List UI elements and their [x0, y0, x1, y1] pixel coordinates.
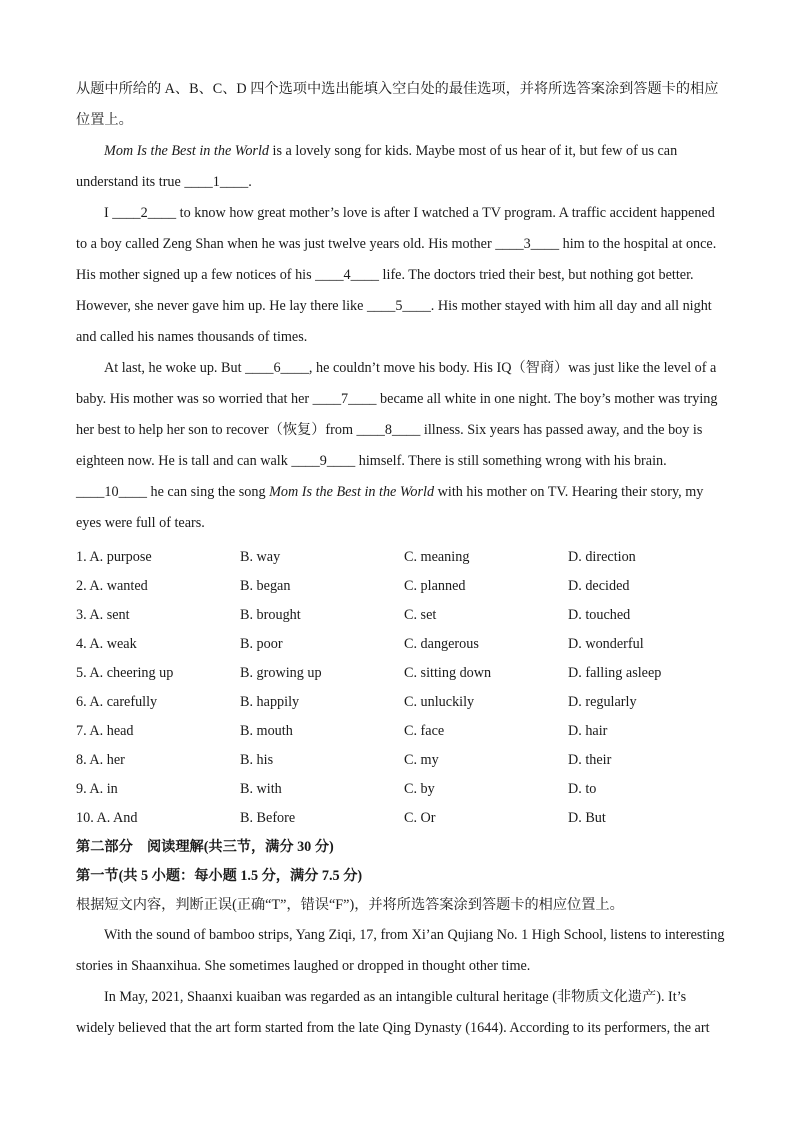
option-d: D. their [568, 752, 612, 768]
reading-paragraph-1: With the sound of bamboo strips, Yang Ziqi, 17, from Xi’an Qujiang No. 1 High School, listens to interesting [104, 927, 725, 943]
option-c: C. set [404, 607, 437, 623]
option-row [76, 746, 724, 775]
option-row [76, 775, 724, 804]
passage-line: However, she never gave him up. He lay there like ____5____. His mother stayed with him all day and all night [76, 298, 712, 314]
passage-line: eyes were full of tears. [76, 515, 205, 531]
option-d: D. regularly [568, 694, 637, 710]
option-d: D. But [568, 810, 606, 826]
option-row [76, 688, 724, 717]
option-a: 2. A. wanted [76, 578, 148, 594]
option-c: C. by [404, 781, 435, 797]
section-1-heading: 第一节(共 5 小题：每小题 1.5 分，满分 7.5 分) [76, 868, 363, 884]
option-a: 1. A. purpose [76, 549, 152, 565]
option-c: C. planned [404, 578, 466, 594]
passage-line: to a boy called Zeng Shan when he was just twelve years old. His mother ____3____ him to the hospital at once. [76, 236, 717, 252]
option-d: D. decided [568, 578, 630, 594]
song-title: Mom Is the Best in the World [269, 484, 435, 500]
option-a: 8. A. her [76, 752, 125, 768]
options-table [76, 543, 724, 833]
option-row [76, 659, 724, 688]
option-row [76, 717, 724, 746]
option-c: C. my [404, 752, 439, 768]
option-row [76, 543, 724, 572]
option-b: B. happily [240, 694, 300, 710]
passage-paragraph-3: At last, he woke up. But ____6____, he couldn’t move his body. His IQ（智商）was just like the level of a [104, 360, 717, 376]
option-b: B. Before [240, 810, 296, 826]
option-a: 9. A. in [76, 781, 118, 797]
passage-line: eighteen now. He is tall and can walk ____9____ himself. There is still something wrong with his brain. [76, 453, 667, 469]
passage-line: His mother signed up a few notices of his ____4____ life. The doctors tried their best, but nothing got better. [76, 267, 694, 283]
option-d: D. to [568, 781, 597, 797]
intro-line-1: 从题中所给的 A、B、C、D 四个选项中选出能填入空白处的最佳选项，并将所选答案涂到答题卡的相应 [76, 81, 719, 97]
option-d: D. wonderful [568, 636, 644, 652]
reading-line: widely believed that the art form started from the late Qing Dynasty (1644). According to its performers, the art [76, 1020, 710, 1036]
passage-line: baby. His mother was so worried that her ____7____ became all white in one night. The boy’s mother was trying [76, 391, 718, 407]
option-b: B. poor [240, 636, 283, 652]
option-a: 5. A. cheering up [76, 665, 174, 681]
option-c: C. meaning [404, 549, 470, 565]
option-b: B. brought [240, 607, 301, 623]
part-2-heading: 第二部分 阅读理解(共三节，满分 30 分) [76, 839, 334, 855]
option-c: C. sitting down [404, 665, 492, 681]
option-a: 7. A. head [76, 723, 134, 739]
option-d: D. hair [568, 723, 608, 739]
option-c: C. dangerous [404, 636, 479, 652]
option-row [76, 601, 724, 630]
option-d: D. touched [568, 607, 631, 623]
option-b: B. growing up [240, 665, 322, 681]
passage-paragraph-2: I ____2____ to know how great mother’s love is after I watched a TV program. A traffic accident happened [104, 205, 715, 221]
option-c: C. unluckily [404, 694, 475, 710]
option-c: C. face [404, 723, 445, 739]
option-b: B. his [240, 752, 274, 768]
reading-line: stories in Shaanxihua. She sometimes laughed or dropped in thought other time. [76, 958, 531, 974]
option-row [76, 630, 724, 659]
option-a: 10. A. And [76, 810, 138, 826]
section-instruction: 根据短文内容，判断正误(正确“T”，错误“F”)，并将所选答案涂到答题卡的相应位置上。 [76, 897, 624, 913]
option-c: C. Or [404, 810, 436, 826]
option-row [76, 572, 724, 601]
passage-line: ____10____ he can sing the song Mom Is the Best in the World with his mother on TV. Hearing their story, my [76, 484, 704, 500]
option-b: B. way [240, 549, 281, 565]
option-b: B. with [240, 781, 282, 797]
option-b: B. mouth [240, 723, 293, 739]
option-a: 6. A. carefully [76, 694, 158, 710]
passage-line: and called his names thousands of times. [76, 329, 308, 345]
option-a: 4. A. weak [76, 636, 137, 652]
option-d: D. falling asleep [568, 665, 662, 681]
song-title: Mom Is the Best in the World [104, 143, 269, 159]
reading-paragraph-2: In May, 2021, Shaanxi kuaiban was regarded as an intangible cultural heritage (非物质文化遗产). It’s [104, 989, 687, 1005]
option-d: D. direction [568, 549, 636, 565]
passage-line: understand its true ____1____. [76, 174, 252, 190]
passage-paragraph-1: Mom Is the Best in the World is a lovely song for kids. Maybe most of us hear of it, but few of us can [104, 143, 678, 159]
option-a: 3. A. sent [76, 607, 130, 623]
passage-line: her best to help her son to recover（恢复）from ____8____ illness. Six years has passed away, and the boy is [76, 422, 703, 438]
option-b: B. began [240, 578, 291, 594]
option-row [76, 804, 724, 833]
intro-line-2: 位置上。 [76, 112, 133, 128]
exam-page [76, 74, 724, 1044]
